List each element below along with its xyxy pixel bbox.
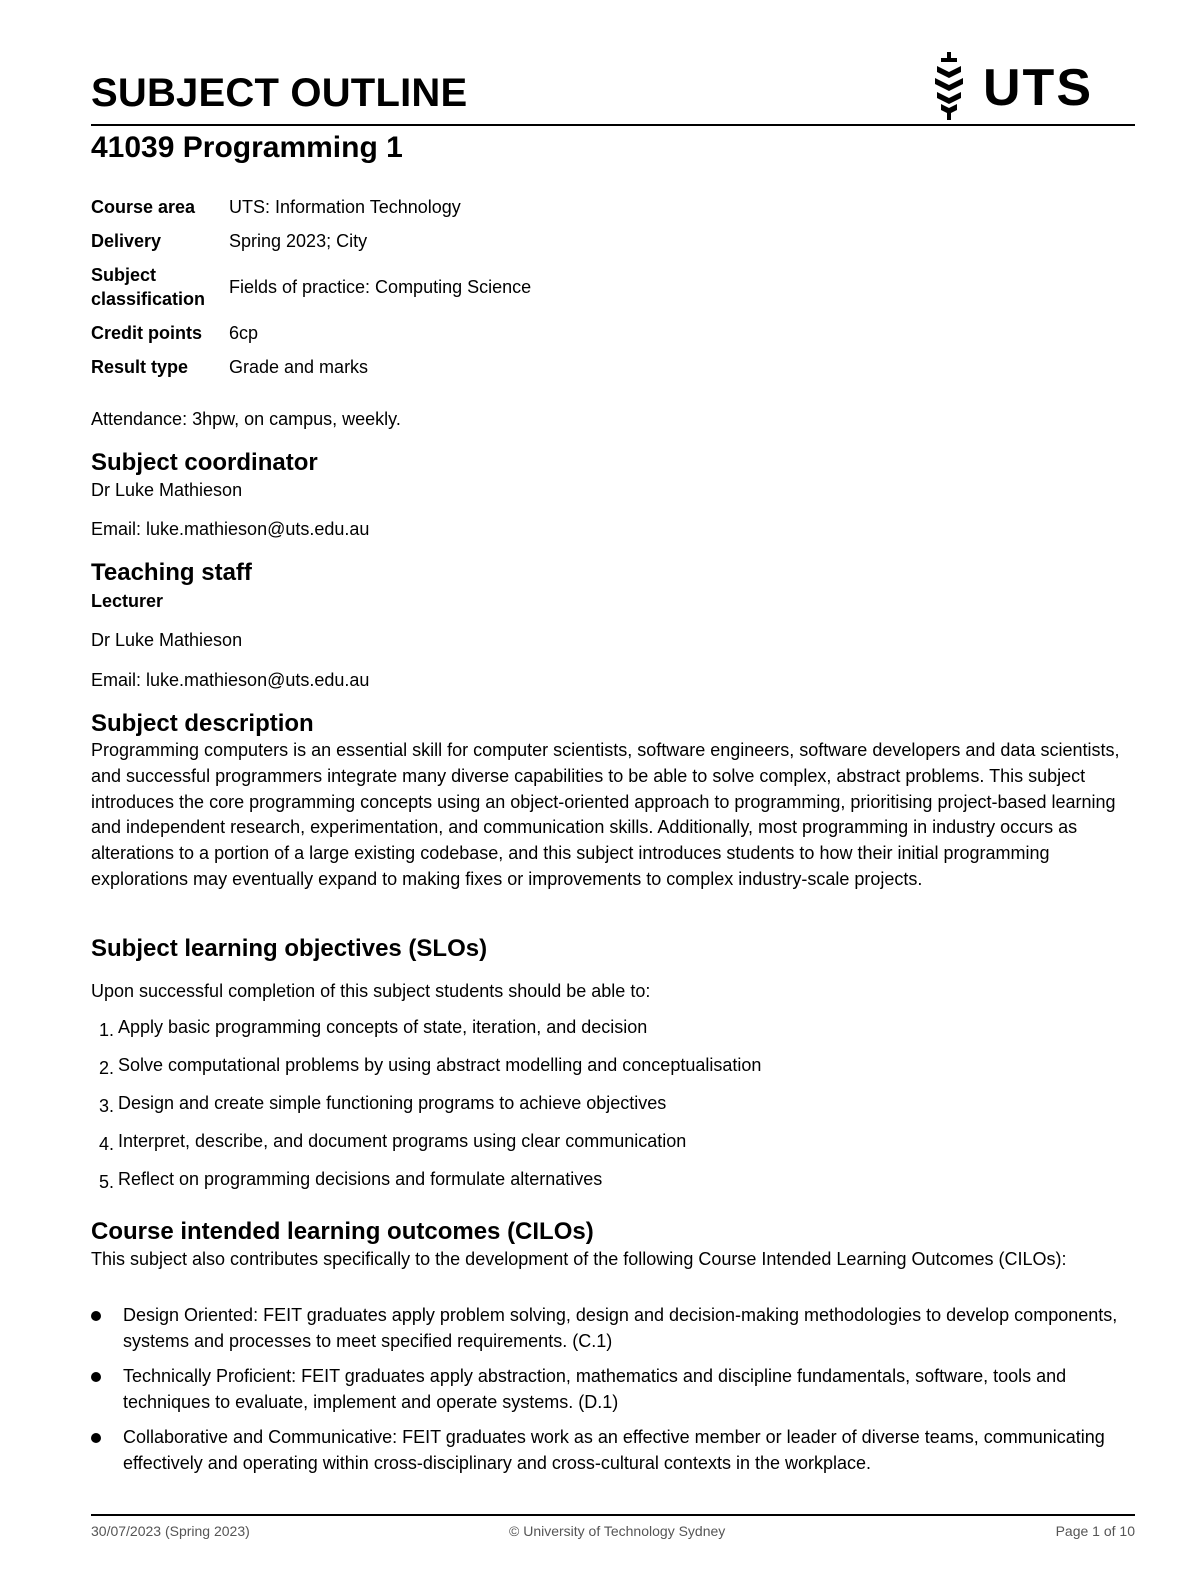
document-title: SUBJECT OUTLINE: [91, 71, 468, 115]
uts-crest-icon: [929, 50, 969, 122]
info-row-delivery: [91, 224, 791, 258]
cilo-item: [91, 1303, 1135, 1354]
footer-copyright: © University of Technology Sydney: [509, 1523, 726, 1539]
slo-heading: Subject learning objectives (SLOs): [91, 935, 488, 962]
cilo-text: Technically Proficient: FEIT graduates apply abstraction, mathematics and discipline fundamentals, software, tools and techniques to evaluate, implement and operate systems. (D.1): [123, 1366, 1067, 1412]
slo-list: [91, 1014, 1135, 1204]
info-value: UTS: Information Technology: [229, 197, 461, 217]
bullet-icon: [91, 1311, 101, 1321]
bullet-icon: [91, 1372, 101, 1382]
cilo-item: [91, 1364, 1135, 1415]
info-row-credit-points: [91, 316, 791, 350]
coordinator-heading: Subject coordinator: [91, 449, 318, 476]
info-row-result-type: [91, 350, 791, 384]
teaching-email: Email: luke.mathieson@uts.edu.au: [91, 670, 370, 690]
coordinator-email: Email: luke.mathieson@uts.edu.au: [91, 519, 370, 539]
attendance-text: Attendance: 3hpw, on campus, weekly.: [91, 409, 401, 429]
slo-item: [91, 1166, 1135, 1204]
slo-text: Apply basic programming concepts of state, iteration, and decision: [118, 1017, 648, 1037]
cilo-item: [91, 1425, 1135, 1476]
slo-number: 5.: [99, 1172, 115, 1192]
info-label: Credit points: [91, 323, 202, 343]
document-page: [91, 0, 1135, 1590]
bullet-icon: [91, 1433, 101, 1443]
subject-info-table: [91, 190, 791, 384]
info-label-line2: classification: [91, 289, 206, 309]
slo-text: Solve computational problems by using abstract modelling and conceptualisation: [118, 1055, 762, 1075]
info-label-line1: Subject: [91, 265, 157, 285]
info-label: Delivery: [91, 231, 162, 251]
slo-item: [91, 1014, 1135, 1052]
document-header: [91, 59, 1135, 126]
slo-item: [91, 1090, 1135, 1128]
cilo-intro: This subject also contributes specifically to the development of the following Course Intended Learning Outcomes (CILOs):: [91, 1249, 1067, 1269]
cilo-heading: Course intended learning outcomes (CILOs): [91, 1218, 594, 1245]
info-value: Grade and marks: [229, 357, 369, 377]
cilo-text: Design Oriented: FEIT graduates apply problem solving, design and decision-making methodologies to develop components, systems and processes to meet specified requirements. (C.1): [123, 1305, 1118, 1351]
slo-item: [91, 1128, 1135, 1166]
description-heading: Subject description: [91, 710, 314, 737]
info-value: Fields of practice: Computing Science: [229, 277, 532, 297]
info-row-course-area: [91, 190, 791, 224]
info-value: Spring 2023; City: [229, 231, 368, 251]
uts-logo: [929, 50, 1093, 122]
slo-intro: Upon successful completion of this subject students should be able to:: [91, 981, 651, 1001]
slo-text: Interpret, describe, and document programs using clear communication: [118, 1131, 687, 1151]
subject-heading: 41039 Programming 1: [91, 131, 403, 164]
coordinator-name: Dr Luke Mathieson: [91, 480, 243, 500]
footer-date: 30/07/2023 (Spring 2023): [91, 1523, 250, 1539]
info-row-classification: [91, 258, 791, 316]
cilo-list: [91, 1303, 1135, 1486]
description-text: Programming computers is an essential skill for computer scientists, software engineers, software developers and data scientists, and successful programmers integrate many diverse capabilities to be able to solve complex, abstract problems. This subject introduces the core programming concepts using an object-oriented approach to programming, prioritising project-based learning and independent research, experimentation, and communication skills. Additionally, most programming in industry occurs as alterations to a portion of a large existing codebase, and this subject introduces students to how their initial programming explorations may eventually expand to making fixes or improvements to complex industry-scale projects.: [91, 740, 1120, 889]
slo-text: Design and create simple functioning programs to achieve objectives: [118, 1093, 667, 1113]
slo-item: [91, 1052, 1135, 1090]
slo-text: Reflect on programming decisions and formulate alternatives: [118, 1169, 603, 1189]
info-label: [91, 258, 229, 316]
slo-number: 2.: [99, 1058, 115, 1078]
info-label: Result type: [91, 357, 189, 377]
slo-number: 1.: [99, 1020, 115, 1040]
teaching-staff-heading: Teaching staff: [91, 559, 252, 586]
cilo-text: Collaborative and Communicative: FEIT graduates work as an effective member or leader of diverse teams, communicating effectively and operating within cross-disciplinary and cross-cultural contexts in the workplace.: [123, 1427, 1105, 1473]
document-footer: [91, 1514, 1135, 1544]
footer-page-number: Page 1 of 10: [1055, 1523, 1135, 1539]
uts-logo-text: UTS: [983, 59, 1093, 117]
teaching-name: Dr Luke Mathieson: [91, 630, 243, 650]
slo-number: 4.: [99, 1134, 115, 1154]
info-value: 6cp: [229, 323, 259, 343]
info-label: Course area: [91, 197, 196, 217]
slo-number: 3.: [99, 1096, 115, 1116]
teaching-role: Lecturer: [91, 591, 164, 611]
